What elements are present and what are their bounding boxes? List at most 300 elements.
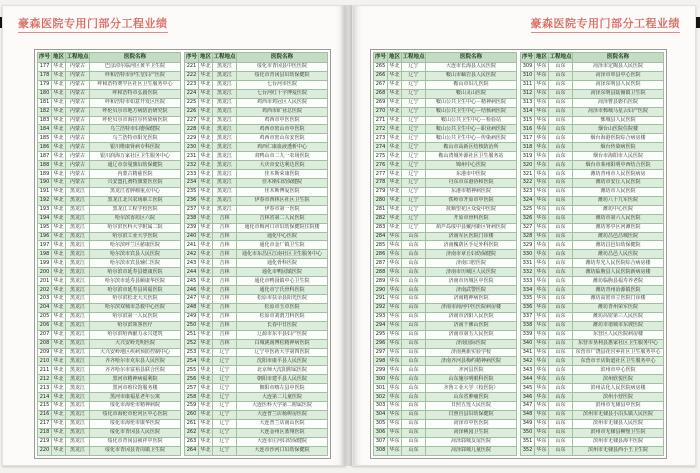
row-location: 辽宁 bbox=[213, 437, 237, 446]
table-container-right bbox=[370, 49, 667, 459]
row-serial: 230 bbox=[185, 143, 199, 152]
row-hospital: 哈尔滨市延寿县颐康华医院 bbox=[90, 277, 181, 286]
table-row bbox=[38, 250, 181, 259]
row-serial: 284 bbox=[374, 232, 388, 241]
table-row bbox=[374, 277, 517, 286]
row-region: 华北 bbox=[389, 179, 400, 186]
row-location: 山东 bbox=[549, 187, 573, 196]
table-row bbox=[521, 303, 664, 312]
header-row bbox=[185, 53, 328, 63]
row-region: 华东 bbox=[536, 304, 547, 311]
table-row bbox=[521, 393, 664, 402]
row-location: 黑龙江 bbox=[66, 419, 90, 428]
row-hospital: 大连市庄河妇幼保健院 bbox=[237, 437, 328, 446]
table-row bbox=[185, 402, 328, 411]
row-location: 山东 bbox=[549, 98, 573, 107]
row-hospital: 黑龙江北兴农场职工医院 bbox=[90, 196, 181, 205]
row-location: 辽宁 bbox=[402, 125, 426, 134]
row-location: 山东 bbox=[402, 259, 426, 268]
row-region: 华东 bbox=[536, 402, 547, 409]
row-location: 黑龙江 bbox=[213, 134, 237, 143]
table-row bbox=[185, 63, 328, 72]
row-region: 华北 bbox=[53, 125, 64, 132]
row-serial: 343 bbox=[521, 366, 535, 375]
row-hospital: 潍坊临朐县福寿养老院 bbox=[573, 277, 664, 286]
row-location: 内蒙古 bbox=[66, 152, 90, 161]
row-location: 吉林 bbox=[213, 303, 237, 312]
row-region: 华北 bbox=[53, 393, 64, 400]
row-hospital: 东港市精神病医院 bbox=[426, 187, 517, 196]
table-row bbox=[374, 241, 517, 250]
table-row bbox=[521, 98, 664, 107]
row-hospital: 大连第二儿童医院 bbox=[237, 393, 328, 402]
row-location: 山东 bbox=[402, 410, 426, 419]
table-row bbox=[185, 339, 328, 348]
row-region: 华东 bbox=[536, 197, 547, 204]
row-hospital: 菏泽东明县陆圈镇卫生院 bbox=[573, 89, 664, 98]
table-row bbox=[521, 419, 664, 428]
row-serial: 189 bbox=[38, 170, 52, 179]
row-region: 华东 bbox=[536, 161, 547, 168]
row-serial: 249 bbox=[185, 312, 199, 321]
row-hospital: 绥化市青冈县妇幼保健院 bbox=[237, 71, 328, 80]
row-hospital: 滨州市无棣县柳堡卫生院 bbox=[573, 428, 664, 437]
row-serial: 296 bbox=[374, 339, 388, 348]
row-hospital: 菏泽市中医医院 bbox=[426, 419, 517, 428]
table-row bbox=[38, 303, 181, 312]
page-title: 豪森医院专用门部分工程业绩 bbox=[18, 15, 168, 33]
row-hospital: 齐河县医院 bbox=[426, 366, 517, 375]
table-row bbox=[374, 446, 517, 455]
table-row bbox=[521, 71, 664, 80]
row-location: 吉林 bbox=[213, 321, 237, 330]
row-location: 山东 bbox=[402, 241, 426, 250]
row-region: 华北 bbox=[53, 411, 64, 418]
row-serial: 304 bbox=[374, 410, 388, 419]
row-hospital: 松原市扶余县阳光医院 bbox=[237, 294, 328, 303]
row-region: 华北 bbox=[53, 304, 64, 311]
page-right bbox=[352, 5, 696, 466]
row-serial: 254 bbox=[185, 357, 199, 366]
row-location: 内蒙古 bbox=[66, 107, 90, 116]
row-location: 内蒙古 bbox=[66, 89, 90, 98]
row-region: 华东 bbox=[389, 331, 400, 338]
table-row bbox=[374, 71, 517, 80]
row-region: 华东 bbox=[536, 259, 547, 266]
row-serial: 290 bbox=[374, 286, 388, 295]
row-location: 山东 bbox=[549, 357, 573, 366]
row-hospital: 山东施尔明眼科医院 bbox=[426, 375, 517, 384]
row-region: 华东 bbox=[536, 215, 547, 222]
row-serial: 209 bbox=[38, 348, 52, 357]
row-serial: 316 bbox=[521, 125, 535, 134]
row-serial: 185 bbox=[38, 134, 52, 143]
row-location: 山东 bbox=[549, 232, 573, 241]
row-serial: 251 bbox=[185, 330, 199, 339]
table-row bbox=[374, 214, 517, 223]
row-region: 华北 bbox=[200, 215, 211, 222]
table-row bbox=[374, 268, 517, 277]
row-location: 山东 bbox=[549, 286, 573, 295]
table-row bbox=[185, 152, 328, 161]
row-serial: 214 bbox=[38, 393, 52, 402]
table-row bbox=[374, 232, 517, 241]
row-location: 黑龙江 bbox=[66, 312, 90, 321]
row-region: 华北 bbox=[53, 295, 64, 302]
row-region: 华北 bbox=[389, 188, 400, 195]
row-region: 华北 bbox=[200, 224, 211, 231]
table-row bbox=[38, 286, 181, 295]
row-location: 山东 bbox=[402, 277, 426, 286]
row-location: 内蒙古 bbox=[66, 143, 90, 152]
row-location: 内蒙古 bbox=[66, 116, 90, 125]
row-location: 吉林 bbox=[213, 250, 237, 259]
row-region: 华东 bbox=[389, 366, 400, 373]
row-serial: 265 bbox=[374, 63, 388, 72]
table-row bbox=[374, 187, 517, 196]
row-serial: 195 bbox=[38, 223, 52, 232]
row-location: 山东 bbox=[549, 437, 573, 446]
row-location: 山东 bbox=[549, 125, 573, 134]
row-region: 华东 bbox=[536, 393, 547, 400]
row-location: 黑龙江 bbox=[66, 357, 90, 366]
row-hospital: 朝阳市建平县人民医院 bbox=[237, 375, 328, 384]
row-serial: 307 bbox=[374, 437, 388, 446]
table-row bbox=[374, 294, 517, 303]
row-serial: 240 bbox=[185, 232, 199, 241]
row-hospital: 烟台传染病医院 bbox=[573, 143, 664, 152]
row-hospital: 滨州沾化人民医院病房楼 bbox=[573, 384, 664, 393]
table-row bbox=[185, 312, 328, 321]
row-hospital: 滨州市无棣县西小王卫生院 bbox=[573, 446, 664, 455]
row-hospital: 长春中日医院 bbox=[237, 321, 328, 330]
row-location: 内蒙古 bbox=[66, 71, 90, 80]
row-region: 华北 bbox=[53, 161, 64, 168]
row-hospital: 鞍山市高新区结核防治所 bbox=[426, 143, 517, 152]
row-hospital: 哈尔滨工业大学医院 bbox=[90, 232, 181, 241]
table-row bbox=[38, 161, 181, 170]
row-serial: 306 bbox=[374, 428, 388, 437]
row-region: 华北 bbox=[200, 429, 211, 436]
col-hospital: 医院名称 bbox=[90, 53, 181, 63]
row-serial: 236 bbox=[185, 196, 199, 205]
row-hospital: 乌兰浩特市阳光医院 bbox=[90, 134, 181, 143]
table-row bbox=[38, 63, 181, 72]
row-region: 华北 bbox=[389, 134, 400, 141]
table-row bbox=[521, 241, 664, 250]
row-region: 华东 bbox=[389, 259, 400, 266]
row-location: 黑龙江 bbox=[66, 268, 90, 277]
row-serial: 301 bbox=[374, 384, 388, 393]
table-row bbox=[374, 143, 517, 152]
table-row bbox=[374, 321, 517, 330]
row-serial: 266 bbox=[374, 71, 388, 80]
row-region: 华东 bbox=[536, 340, 547, 347]
row-region: 华北 bbox=[53, 152, 64, 159]
row-hospital: 鞍山市岫岩县人民医院 bbox=[426, 71, 517, 80]
row-region: 华东 bbox=[536, 125, 547, 132]
table-row bbox=[374, 178, 517, 187]
row-region: 华北 bbox=[200, 420, 211, 427]
row-hospital: 滨州市无棣县海丰医院 bbox=[573, 437, 664, 446]
row-hospital: 哈尔滨市延寿县同福医院 bbox=[90, 286, 181, 295]
row-location: 吉林 bbox=[213, 294, 237, 303]
row-hospital: 大连医科大学第二附属医院 bbox=[237, 402, 328, 411]
row-location: 山东 bbox=[549, 214, 573, 223]
row-hospital: 菏泽市鄄城马星云妇产医院 bbox=[573, 107, 664, 116]
row-hospital: 滨州市无棣县人民医院 bbox=[573, 419, 664, 428]
row-serial: 281 bbox=[374, 205, 388, 214]
row-location: 吉林 bbox=[213, 214, 237, 223]
row-location: 内蒙古 bbox=[66, 80, 90, 89]
row-hospital: 兴安盟扎赉特旗蒙医医院 bbox=[90, 178, 181, 187]
row-region: 华北 bbox=[53, 384, 64, 391]
row-serial: 305 bbox=[374, 419, 388, 428]
row-hospital: 呼和浩特赛罕区社区卫生服务中心 bbox=[90, 80, 181, 89]
row-hospital: 鞍山湾城外源社区卫生服务站 bbox=[426, 152, 517, 161]
row-serial: 234 bbox=[185, 178, 199, 187]
table-row bbox=[38, 321, 181, 330]
row-hospital: 大兴安岭光明医院 bbox=[90, 339, 181, 348]
row-location: 内蒙古 bbox=[66, 178, 90, 187]
row-serial: 334 bbox=[521, 286, 535, 295]
row-hospital: 东营区人民医院病房楼 bbox=[573, 330, 664, 339]
row-region: 华东 bbox=[536, 116, 547, 123]
table-row bbox=[374, 402, 517, 411]
table-row bbox=[185, 98, 328, 107]
row-location: 山东 bbox=[549, 384, 573, 393]
row-location: 山东 bbox=[549, 107, 573, 116]
row-serial: 186 bbox=[38, 143, 52, 152]
row-region: 华北 bbox=[200, 277, 211, 284]
row-region: 华东 bbox=[536, 72, 547, 79]
row-region: 华北 bbox=[53, 429, 64, 436]
row-location: 辽宁 bbox=[402, 170, 426, 179]
row-hospital: 东港市中医院 bbox=[426, 170, 517, 179]
row-location: 黑龙江 bbox=[66, 446, 90, 455]
row-serial: 331 bbox=[521, 259, 535, 268]
table-row bbox=[38, 232, 181, 241]
row-hospital: 朝阳市喀左县中医院 bbox=[237, 384, 328, 393]
table-row bbox=[521, 80, 664, 89]
table-row bbox=[521, 312, 664, 321]
row-hospital: 鞍山灵山医院 bbox=[426, 89, 517, 98]
table-row bbox=[185, 410, 328, 419]
row-serial: 204 bbox=[38, 303, 52, 312]
row-location: 黑龙江 bbox=[213, 125, 237, 134]
row-serial: 182 bbox=[38, 107, 52, 116]
table-row bbox=[185, 125, 328, 134]
table-row bbox=[185, 321, 328, 330]
row-hospital: 绥化市青冈县中医医院 bbox=[237, 63, 328, 72]
row-region: 华北 bbox=[200, 170, 211, 177]
row-hospital: 潍坊昌邑人民医院 bbox=[573, 250, 664, 259]
row-serial: 333 bbox=[521, 277, 535, 286]
row-serial: 294 bbox=[374, 321, 388, 330]
row-serial: 247 bbox=[185, 294, 199, 303]
table-row bbox=[374, 89, 517, 98]
row-location: 山东 bbox=[402, 330, 426, 339]
row-serial: 340 bbox=[521, 339, 535, 348]
header-row bbox=[521, 53, 664, 63]
row-serial: 339 bbox=[521, 330, 535, 339]
table-row bbox=[38, 393, 181, 402]
row-hospital: 呼伦贝尔市地方病防治研究院 bbox=[90, 107, 181, 116]
row-region: 华东 bbox=[536, 152, 547, 159]
row-location: 辽宁 bbox=[402, 63, 426, 72]
row-region: 华北 bbox=[53, 438, 64, 445]
row-location: 内蒙古 bbox=[66, 170, 90, 179]
table-row bbox=[185, 161, 328, 170]
row-hospital: 潍坊八十九军医院 bbox=[573, 196, 664, 205]
row-hospital: 七台河红十字博爱医院 bbox=[237, 89, 328, 98]
table-row bbox=[374, 286, 517, 295]
row-serial: 245 bbox=[185, 277, 199, 286]
row-location: 黑龙江 bbox=[66, 286, 90, 295]
row-hospital: 大连市沙河口妇幼保健院 bbox=[237, 446, 328, 455]
row-region: 华北 bbox=[200, 99, 211, 106]
row-hospital: 哈尔滨第一人民医院 bbox=[90, 312, 181, 321]
row-location: 山东 bbox=[402, 312, 426, 321]
row-hospital: 潍坊市诸城市东坡医院 bbox=[573, 321, 664, 330]
row-location: 黑龙江 bbox=[66, 214, 90, 223]
table-row bbox=[374, 357, 517, 366]
row-location: 辽宁 bbox=[402, 205, 426, 214]
row-location: 山东 bbox=[549, 89, 573, 98]
row-location: 辽宁 bbox=[213, 446, 237, 455]
row-serial: 178 bbox=[38, 71, 52, 80]
table-row bbox=[185, 214, 328, 223]
row-serial: 205 bbox=[38, 312, 52, 321]
row-serial: 327 bbox=[521, 223, 535, 232]
row-region: 华北 bbox=[53, 322, 64, 329]
row-region: 华东 bbox=[536, 268, 547, 275]
row-location: 辽宁 bbox=[402, 187, 426, 196]
row-hospital: 济南市历城区人民医院 bbox=[426, 268, 517, 277]
table-row bbox=[374, 116, 517, 125]
row-location: 山东 bbox=[549, 116, 573, 125]
row-location: 山东 bbox=[549, 196, 573, 205]
table-row bbox=[374, 134, 517, 143]
header-row bbox=[374, 53, 517, 63]
row-location: 山东 bbox=[402, 268, 426, 277]
row-region: 华北 bbox=[389, 161, 400, 168]
row-region: 华东 bbox=[389, 384, 400, 391]
row-serial: 323 bbox=[521, 187, 535, 196]
row-hospital: 潍坊昌邑妇幼保健院 bbox=[573, 241, 664, 250]
table-row bbox=[38, 330, 181, 339]
table-row bbox=[374, 410, 517, 419]
hospital-table bbox=[37, 52, 181, 456]
row-location: 辽宁 bbox=[402, 134, 426, 143]
row-region: 华北 bbox=[53, 241, 64, 248]
table-row bbox=[38, 223, 181, 232]
table-row bbox=[521, 330, 664, 339]
row-hospital: 滨州市无棣县小泊头镇人民医院 bbox=[573, 410, 664, 419]
hospital-table bbox=[520, 52, 664, 456]
row-serial: 282 bbox=[374, 214, 388, 223]
row-location: 黑龙江 bbox=[213, 89, 237, 98]
row-region: 华东 bbox=[536, 143, 547, 150]
row-hospital: 呼伦贝尔市海拉尔传染病医院 bbox=[90, 116, 181, 125]
row-location: 辽宁 bbox=[402, 116, 426, 125]
row-hospital: 巴彦淖尔临河区黄羊卫生院 bbox=[90, 63, 181, 72]
row-hospital: 烟台市莱州阳明中西结合医院 bbox=[573, 161, 664, 170]
row-serial: 219 bbox=[38, 437, 52, 446]
row-hospital: 烟台山医院住院楼 bbox=[573, 125, 664, 134]
table-row bbox=[374, 161, 517, 170]
row-hospital: 绥化市青冈县青岗镇卫生院 bbox=[90, 446, 181, 455]
row-hospital: 东营市辛店街道社区卫生服务中心 bbox=[573, 357, 664, 366]
row-location: 黑龙江 bbox=[66, 428, 90, 437]
row-hospital: 哈尔滨市延寿县德康医院 bbox=[90, 268, 181, 277]
table-row bbox=[374, 170, 517, 179]
row-region: 华北 bbox=[389, 143, 400, 150]
table-row bbox=[38, 143, 181, 152]
row-hospital: 潍坊市安丘人民医院 bbox=[573, 178, 664, 187]
row-hospital: 银川润海万家社区卫生服务中心 bbox=[90, 152, 181, 161]
table-row bbox=[38, 214, 181, 223]
row-location: 辽宁 bbox=[402, 71, 426, 80]
row-serial: 198 bbox=[38, 250, 52, 259]
row-serial: 279 bbox=[374, 187, 388, 196]
row-region: 华北 bbox=[389, 108, 400, 115]
row-region: 华北 bbox=[53, 366, 64, 373]
row-region: 华东 bbox=[536, 384, 547, 391]
row-hospital: 伊春市西林区社区卫生院 bbox=[237, 196, 328, 205]
row-hospital: 黑河市康福星老年公寓 bbox=[90, 393, 181, 402]
table-row bbox=[38, 80, 181, 89]
row-serial: 320 bbox=[521, 161, 535, 170]
row-region: 华北 bbox=[53, 90, 64, 97]
row-hospital: 黑龙江工程学校医院 bbox=[90, 205, 181, 214]
row-location: 山东 bbox=[549, 259, 573, 268]
row-location: 黑龙江 bbox=[66, 223, 90, 232]
row-region: 华东 bbox=[389, 295, 400, 302]
row-hospital: 鞍山公共卫生中心－传染病医院 bbox=[426, 134, 517, 143]
row-serial: 239 bbox=[185, 223, 199, 232]
row-location: 黑龙江 bbox=[213, 187, 237, 196]
col-region: 地区 bbox=[199, 53, 213, 63]
row-hospital: 哈尔滨松北大夫医院 bbox=[90, 294, 181, 303]
row-location: 辽宁 bbox=[213, 402, 237, 411]
row-region: 华东 bbox=[389, 402, 400, 409]
row-serial: 243 bbox=[185, 259, 199, 268]
row-location: 山东 bbox=[549, 250, 573, 259]
row-location: 山东 bbox=[549, 170, 573, 179]
table-row bbox=[185, 89, 328, 98]
table-row bbox=[38, 116, 181, 125]
row-region: 华东 bbox=[389, 313, 400, 320]
row-location: 山东 bbox=[549, 241, 573, 250]
row-region: 华北 bbox=[200, 402, 211, 409]
row-hospital: 潍坊市人民医院 bbox=[573, 187, 664, 196]
table-row bbox=[185, 71, 328, 80]
row-region: 华北 bbox=[200, 206, 211, 213]
table-row bbox=[185, 170, 328, 179]
row-serial: 298 bbox=[374, 357, 388, 366]
row-location: 山东 bbox=[549, 428, 573, 437]
row-region: 华北 bbox=[53, 402, 64, 409]
row-hospital: 鞍山公共卫生中心－检验站 bbox=[426, 116, 517, 125]
row-location: 黑龙江 bbox=[66, 339, 90, 348]
row-region: 华北 bbox=[53, 108, 64, 115]
row-location: 吉林 bbox=[213, 286, 237, 295]
row-location: 山东 bbox=[402, 348, 426, 357]
table-row bbox=[374, 152, 517, 161]
row-region: 华北 bbox=[53, 179, 64, 186]
row-hospital: 银川维康肾病专科医院 bbox=[90, 143, 181, 152]
